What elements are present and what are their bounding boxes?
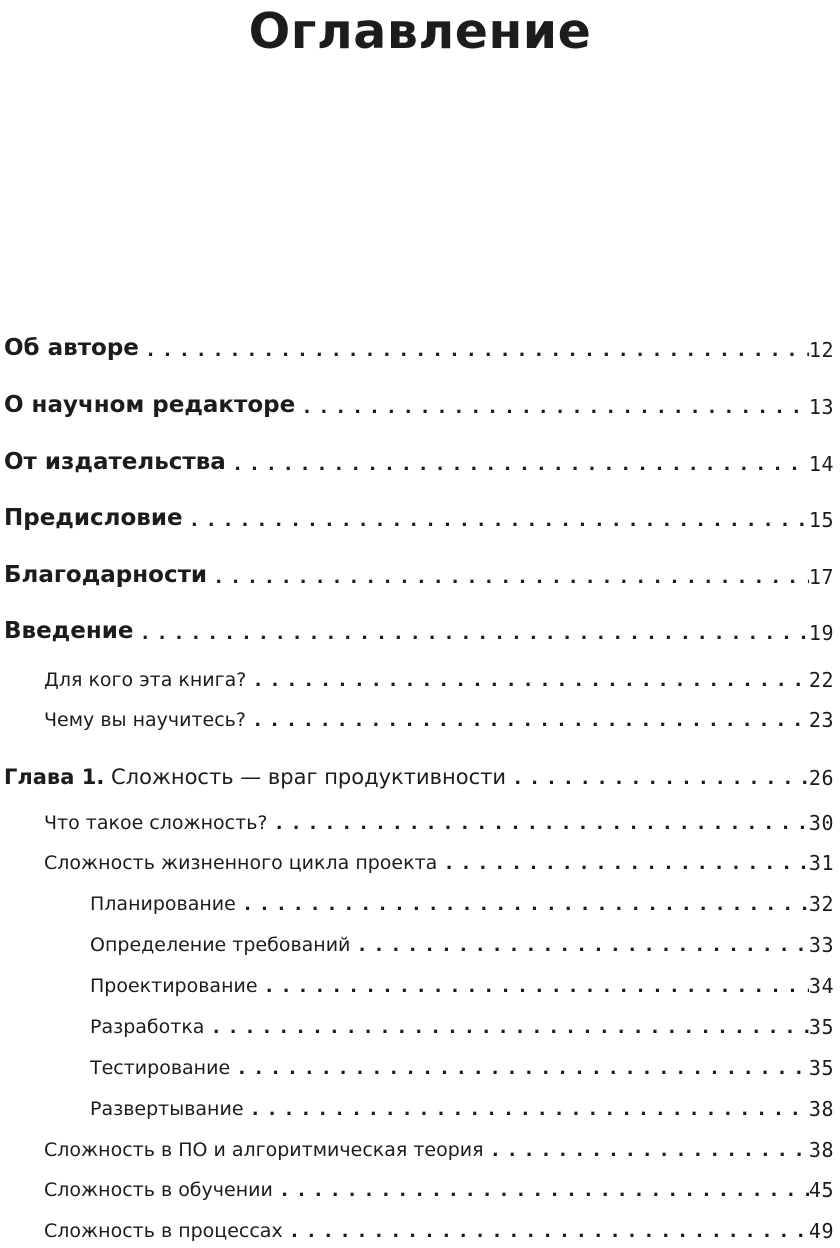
toc-entry-title: Для кого эта книга?: [44, 669, 247, 691]
toc-entry-title: Предисловие: [4, 505, 183, 531]
toc-entry-title: От издательства: [4, 449, 226, 475]
dot-leader: [246, 671, 809, 690]
toc-entry-page: 12: [808, 338, 834, 362]
dot-leader: [244, 1100, 809, 1119]
toc-entry-title: Определение требований: [90, 934, 351, 956]
toc-entry-title: Планирование: [90, 893, 236, 915]
toc-entry[interactable]: [0, 700, 834, 730]
toc-entry-title: Проектирование: [90, 975, 258, 997]
toc-entry-page: 33: [808, 933, 834, 957]
toc-entry-page: 38: [808, 1138, 834, 1162]
toc-entry-page: 49: [808, 1219, 834, 1243]
toc-entry-title: Сложность в процессах: [44, 1220, 283, 1242]
toc-chapter-entry[interactable]: [0, 758, 834, 788]
toc-entry-title: О научном редакторе: [4, 392, 296, 418]
toc-entry-page: 23: [808, 708, 834, 732]
toc-entry-page: 13: [808, 395, 834, 419]
dot-leader: [230, 1059, 809, 1078]
toc-entry-title: Введение: [4, 618, 134, 644]
toc-entry-page: 14: [808, 452, 834, 476]
toc-entry[interactable]: [0, 557, 834, 587]
dot-leader: [295, 398, 809, 417]
toc-entry-title: Сложность в ПО и алгоритмическая теория: [44, 1139, 484, 1161]
toc-entry[interactable]: [0, 1170, 834, 1200]
dot-leader: [484, 1141, 809, 1160]
toc-entry-title: Развертывание: [90, 1098, 244, 1120]
toc-entry[interactable]: [0, 843, 834, 873]
dot-leader: [236, 895, 809, 914]
toc-entry[interactable]: [0, 1048, 834, 1078]
toc-entry-page: 30: [808, 811, 834, 835]
toc-entry[interactable]: [0, 500, 834, 530]
toc-entry-page: 45: [808, 1178, 834, 1202]
toc-entry[interactable]: [0, 613, 834, 643]
toc-entry[interactable]: [0, 1211, 834, 1241]
toc-entry-page: 32: [808, 892, 834, 916]
toc-entry-title: Что такое сложность?: [44, 812, 268, 834]
dot-leader: [133, 624, 808, 643]
dot-leader: [437, 854, 809, 873]
chapter-title: Сложность — враг продуктивности: [110, 765, 507, 789]
toc-entry[interactable]: [0, 1007, 834, 1037]
toc-entry-page: 38: [808, 1097, 834, 1121]
toc-entry[interactable]: [0, 966, 834, 996]
toc-entry[interactable]: [0, 444, 834, 474]
dot-leader: [267, 814, 808, 833]
toc-entry-title: Тестирование: [90, 1057, 231, 1079]
toc-entry[interactable]: [0, 330, 834, 360]
toc-entry-title: Чему вы научитесь?: [44, 709, 246, 731]
dot-leader: [204, 1018, 808, 1037]
toc-entry[interactable]: [0, 803, 834, 833]
toc-entry-page: 15: [808, 508, 834, 532]
dot-leader: [139, 341, 809, 360]
toc-entry-page: 26: [808, 766, 834, 790]
toc-entry[interactable]: [0, 1130, 834, 1160]
toc-entry-page: 17: [808, 565, 834, 589]
toc-entry-title: Разработка: [90, 1016, 205, 1038]
toc-entry-page: 35: [808, 1056, 834, 1080]
toc-entry-page: 31: [808, 851, 834, 875]
dot-leader: [207, 568, 809, 587]
toc-entry-page: 35: [808, 1015, 834, 1039]
toc-entry-page: 34: [808, 974, 834, 998]
toc-entry-title: Об авторе: [4, 335, 139, 361]
dot-leader: [226, 455, 809, 474]
dot-leader: [273, 1181, 809, 1200]
toc-entry-page: 22: [808, 668, 834, 692]
page-title: Оглавление: [248, 3, 592, 60]
toc-entry-title: [0, 767, 506, 788]
toc-entry-page: 19: [808, 621, 834, 645]
toc-entry[interactable]: [0, 660, 834, 690]
dot-leader: [283, 1222, 809, 1241]
toc-entry-title: Благодарности: [4, 562, 208, 588]
dot-leader: [506, 769, 809, 788]
toc-entry[interactable]: [0, 884, 834, 914]
toc-entry[interactable]: [0, 925, 834, 955]
toc-entry[interactable]: [0, 387, 834, 417]
toc-entry[interactable]: [0, 1089, 834, 1119]
dot-leader: [350, 936, 809, 955]
chapter-label: Глава 1.: [4, 765, 105, 789]
toc-entry-title: Сложность жизненного цикла проекта: [44, 852, 438, 874]
toc-entry-title: Сложность в обучении: [44, 1179, 273, 1201]
dot-leader: [258, 977, 809, 996]
dot-leader: [246, 711, 809, 730]
dot-leader: [183, 511, 809, 530]
